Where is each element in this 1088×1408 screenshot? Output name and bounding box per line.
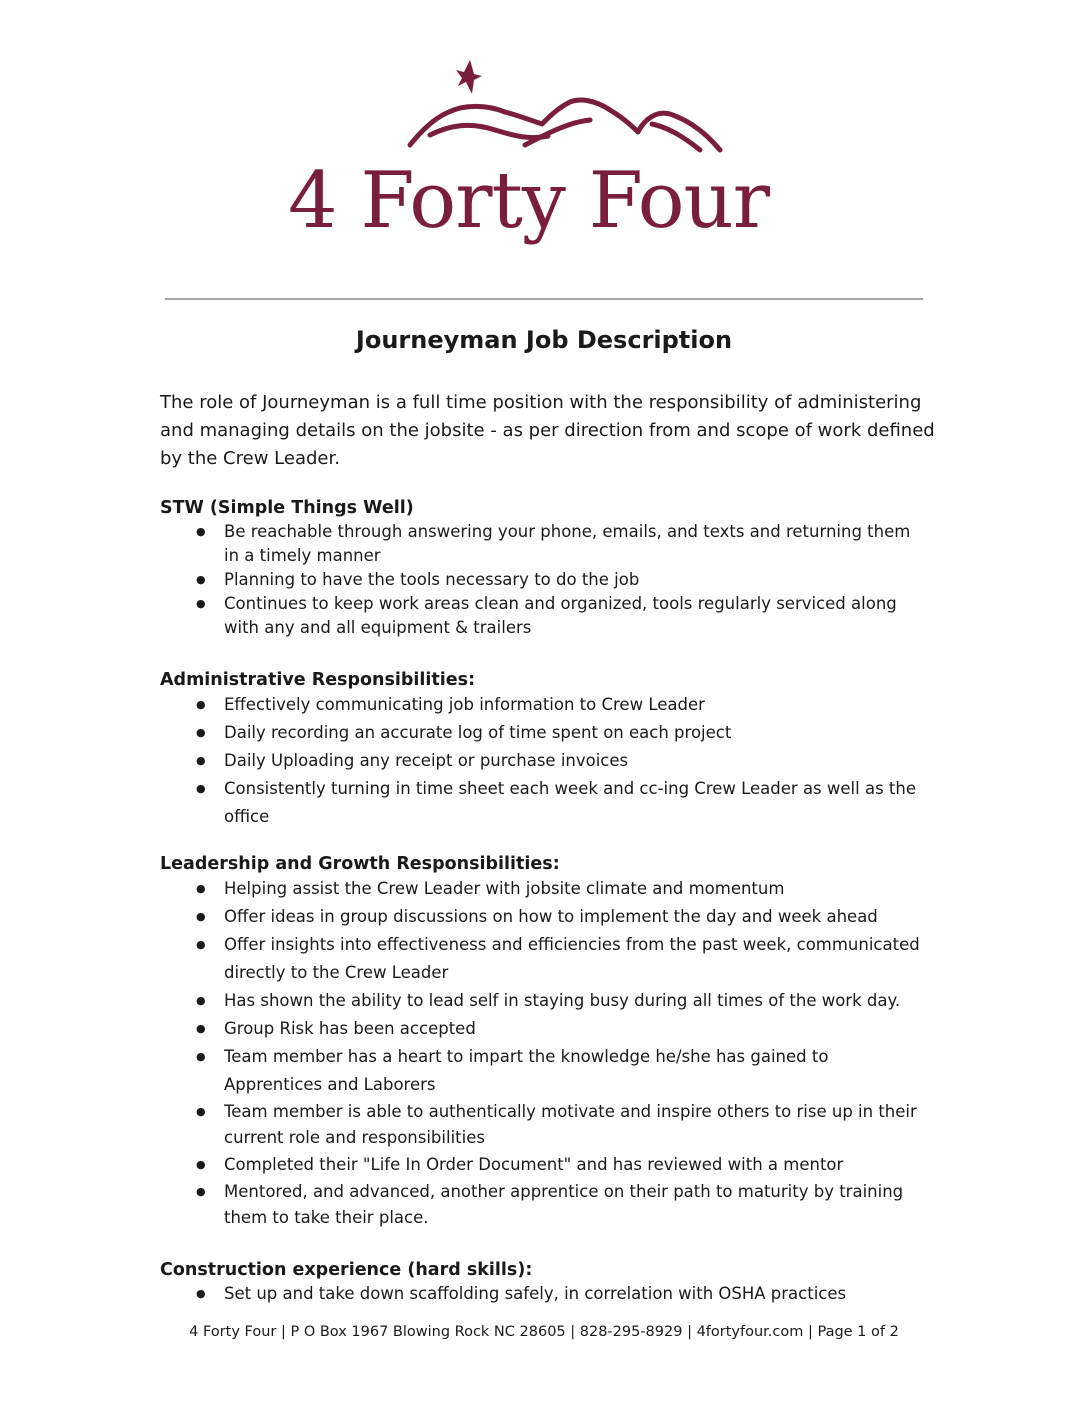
eagle-icon <box>456 60 482 94</box>
list-item: ● Daily recording an accurate log of time spent on each project <box>160 719 930 747</box>
section-heading-construction: Construction experience (hard skills): <box>160 1260 533 1280</box>
intro-paragraph: The role of Journeyman is a full time position with the responsibility of administering and managing details on the jobsite - as per direction from and scope of work defined by the Crew Leader. <box>160 392 935 469</box>
list-item: ● Completed their "Life In Order Document" and has reviewed with a mentor <box>160 1151 930 1179</box>
page-footer: 4 Forty Four | P O Box 1967 Blowing Rock NC 28605 | 828-295-8929 | 4fortyfour.com | Page 1 of 2 <box>189 1324 899 1340</box>
construction-list <box>160 1282 930 1306</box>
leadership-list <box>160 875 930 1231</box>
administrative-list <box>160 691 930 831</box>
list-item: ● Daily Uploading any receipt or purchase invoices <box>160 747 930 775</box>
section-heading-administrative: Administrative Responsibilities: <box>160 670 476 690</box>
list-item: ● Offer insights into effectiveness and efficiencies from the past week, communicated directly to the Crew Leader <box>160 931 930 987</box>
company-logo-text: 4 Forty Four <box>288 156 770 246</box>
header-divider <box>165 298 923 300</box>
list-item: ● Effectively communicating job information to Crew Leader <box>160 691 930 719</box>
list-item: ● Planning to have the tools necessary to do the job <box>160 568 930 592</box>
list-item: ● Group Risk has been accepted <box>160 1015 930 1043</box>
list-item: ● Offer ideas in group discussions on how to implement the day and week ahead <box>160 903 930 931</box>
section-heading-stw: STW (Simple Things Well) <box>160 498 414 518</box>
page-title: Journeyman Job Description <box>355 326 733 354</box>
list-item: ● Mentored, and advanced, another apprentice on their path to maturity by training them to take their place. <box>160 1179 930 1231</box>
list-item: ● Continues to keep work areas clean and organized, tools regularly serviced along with any and all equipment & trailers <box>160 592 930 640</box>
list-item: ● Be reachable through answering your phone, emails, and texts and returning them in a timely manner <box>160 520 930 568</box>
list-item: ● Consistently turning in time sheet each week and cc-ing Crew Leader as well as the office <box>160 775 930 831</box>
list-item: ● Set up and take down scaffolding safely, in correlation with OSHA practices <box>160 1282 930 1306</box>
list-item: ● Helping assist the Crew Leader with jobsite climate and momentum <box>160 875 930 903</box>
mountain-ridge-icon <box>410 100 720 150</box>
list-item: ● Team member is able to authentically motivate and inspire others to rise up in their current role and responsibilities <box>160 1099 930 1151</box>
list-item: ● Team member has a heart to impart the knowledge he/she has gained to Apprentices and Laborers <box>160 1043 930 1099</box>
stw-list <box>160 520 930 640</box>
section-heading-leadership: Leadership and Growth Responsibilities: <box>160 854 560 874</box>
list-item: ● Has shown the ability to lead self in staying busy during all times of the work day. <box>160 987 930 1015</box>
